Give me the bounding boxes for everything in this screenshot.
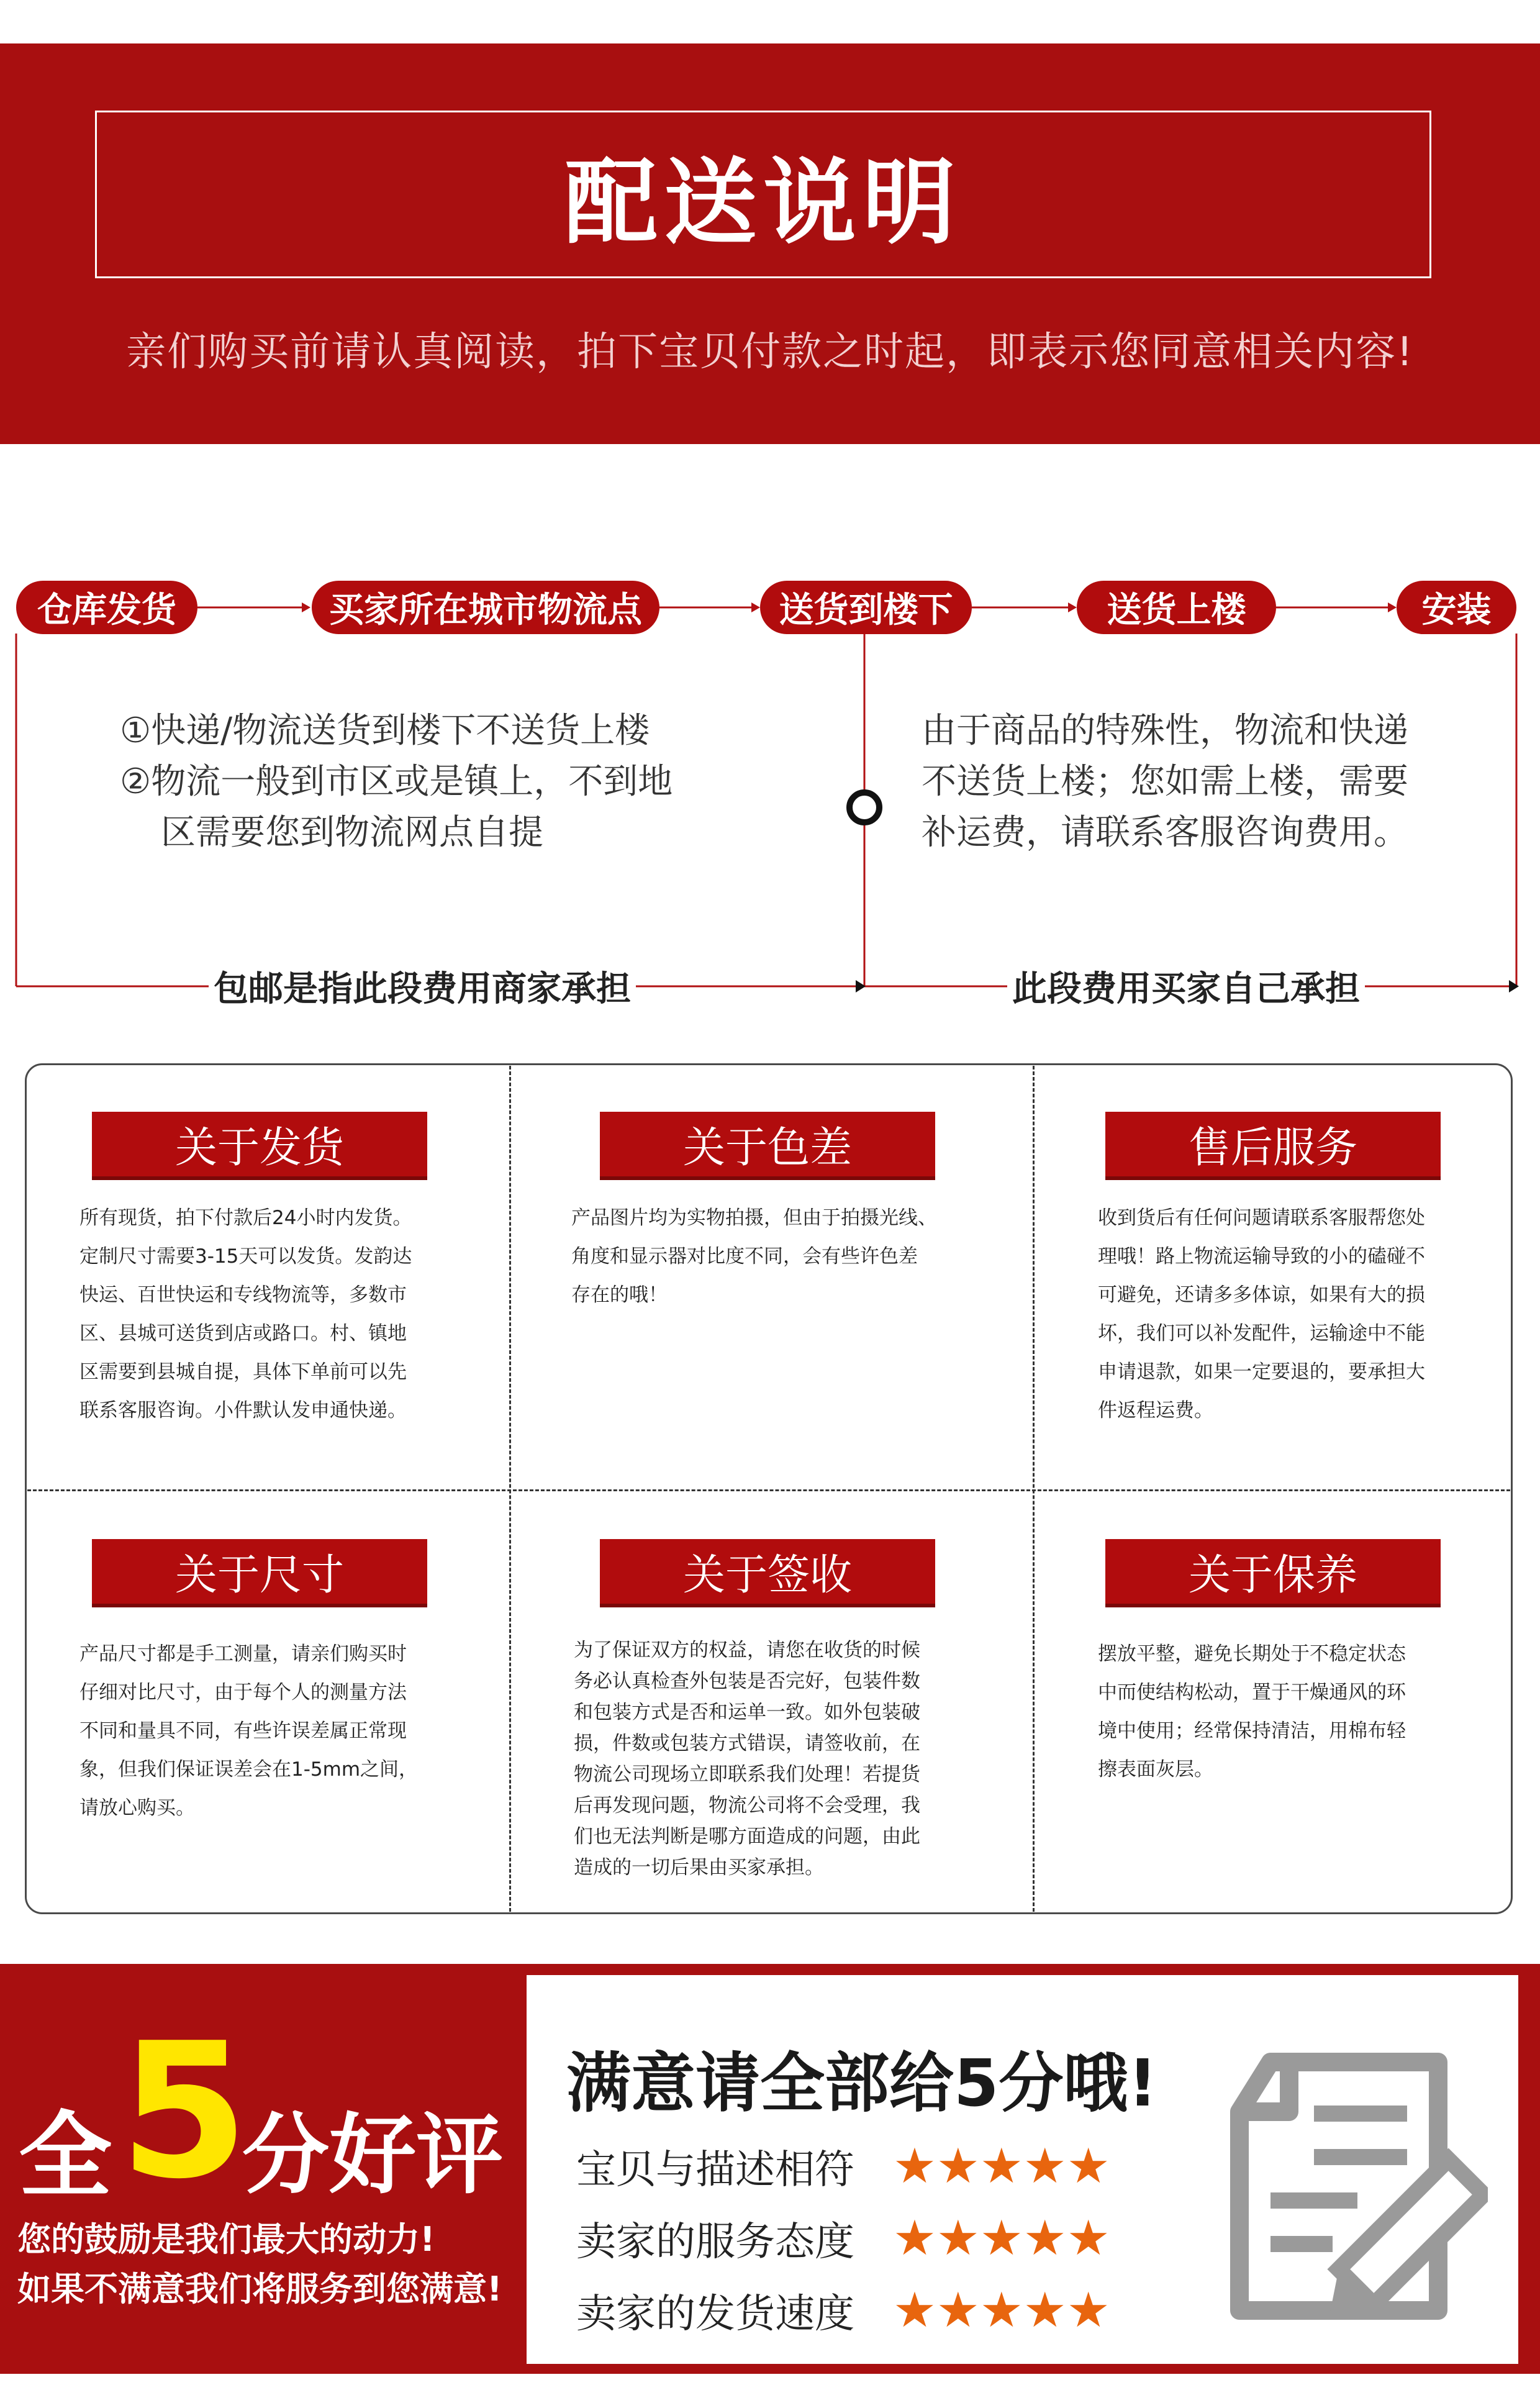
- slogan-number: 5: [119, 2003, 249, 2220]
- right-note-2: 不送货上楼；您如需上楼，需要: [922, 761, 1408, 802]
- info-line: 们也无法判断是哪方面造成的问题，由此: [574, 1825, 920, 1848]
- info-title-aftersales: 售后服务: [1105, 1112, 1441, 1176]
- five-star-slogan: [19, 2003, 515, 2220]
- left-note-3: 区需要您到物流网点自提: [161, 812, 543, 853]
- right-note-1: 由于商品的特殊性，物流和快递: [922, 711, 1408, 751]
- info-body-signing: [574, 1635, 1008, 1883]
- rating-card-title: 满意请全部给5分哦!: [566, 2045, 1157, 2121]
- info-line: 不同和量具不同，有些许误差属正常现: [79, 1720, 407, 1742]
- info-title-signing: 关于签收: [600, 1539, 935, 1604]
- flow-step-downstairs: 送货到楼下: [760, 581, 972, 634]
- arrow-head-3: [1068, 602, 1077, 612]
- info-line: 和包装方式是否和运单一致。如外包装破: [574, 1701, 920, 1724]
- info-title-size: 关于尺寸: [92, 1539, 427, 1604]
- info-line: 所有现货，拍下付款后24小时内发货。: [79, 1207, 412, 1229]
- grid-divider-v2: [1033, 1066, 1035, 1912]
- arrow-head-4: [1388, 602, 1397, 612]
- rating-row: [576, 2130, 1185, 2202]
- info-line: 区、县城可送货到店或路口。村、镇地: [79, 1322, 407, 1345]
- slogan-prefix: 全: [19, 2102, 112, 2210]
- left-note-1: ①快递/物流送货到楼下不送货上楼: [120, 711, 650, 751]
- info-line: 后再发现问题，物流公司将不会受理，我: [574, 1794, 920, 1817]
- encouragement-line-2: 如果不满意我们将服务到您满意!: [17, 2269, 502, 2309]
- grid-divider-v1: [509, 1066, 511, 1912]
- arrow-head-2: [751, 602, 760, 612]
- info-line: 区需要到县城自提，具体下单前可以先: [79, 1361, 407, 1383]
- buyer-cost-arrow: [1509, 980, 1519, 993]
- info-line: 收到货后有任何问题请联系客服帮您处: [1098, 1207, 1425, 1229]
- rating-row: [576, 2274, 1185, 2346]
- flow-step-warehouse: 仓库发货: [16, 581, 197, 634]
- info-body-aftersales: [1098, 1199, 1508, 1430]
- flow-step-upstairs: 送货上楼: [1077, 581, 1276, 634]
- arrow-head-1: [302, 602, 310, 612]
- rating-label-shipping: 卖家的发货速度: [576, 2291, 854, 2337]
- info-line: 产品图片均为实物拍摄，但由于拍摄光线、: [571, 1207, 937, 1229]
- info-body-maintenance: [1098, 1635, 1508, 1789]
- info-body-shipping: [79, 1199, 489, 1430]
- info-line: 为了保证双方的权益，请您在收货的时候: [574, 1639, 920, 1661]
- info-line: 损，件数或包装方式错误，请签收前，在: [574, 1732, 920, 1755]
- slogan-suffix: 分好评: [242, 2105, 504, 2206]
- info-line: 擦表面灰层。: [1098, 1758, 1213, 1781]
- info-line: 坏，我们可以补发配件，运输途中不能: [1098, 1322, 1425, 1345]
- info-line: 物流公司现场立即联系我们处理！若提货: [574, 1763, 920, 1786]
- document-edit-icon: [1227, 2025, 1488, 2335]
- rating-stars-shipping: ★★★★★: [893, 2283, 1110, 2338]
- rating-stars-description: ★★★★★: [893, 2138, 1110, 2194]
- flow-step-city-logistics: 买家所在城市物流点: [312, 581, 659, 634]
- rating-stars-service: ★★★★★: [893, 2210, 1110, 2266]
- info-line: 定制尺寸需要3-15天可以发货。发韵达: [79, 1245, 412, 1268]
- right-note-3: 补运费，请联系客服咨询费用。: [922, 812, 1408, 853]
- info-title-color: 关于色差: [600, 1112, 935, 1176]
- info-line: 象，但我们保证误差会在1-5mm之间，: [79, 1758, 419, 1781]
- flow-connectors: [0, 0, 1540, 1056]
- info-title-shipping: 关于发货: [92, 1112, 427, 1176]
- info-line: 务必认真检查外包装是否完好，包装件数: [574, 1670, 920, 1692]
- seller-cost-label: 包邮是指此段费用商家承担: [209, 961, 636, 1011]
- info-body-size: [79, 1635, 489, 1827]
- info-line: 角度和显示器对比度不同，会有些许色差: [571, 1245, 918, 1268]
- divider-circle-icon: [849, 793, 879, 822]
- info-line: 中而使结构松动，置于干燥通风的环: [1098, 1681, 1406, 1704]
- info-title-maintenance: 关于保养: [1105, 1539, 1441, 1604]
- left-note-2: ②物流一般到市区或是镇上，不到地: [120, 761, 673, 802]
- info-line: 申请退款，如果一定要退的，要承担大: [1098, 1361, 1425, 1383]
- grid-divider-h: [27, 1489, 1510, 1491]
- info-line: 理哦！路上物流运输导致的小的磕碰不: [1098, 1245, 1425, 1268]
- rating-row: [576, 2202, 1185, 2274]
- page-subtitle: 亲们购买前请认真阅读，拍下宝贝付款之时起，即表示您同意相关内容!: [126, 329, 1414, 375]
- info-line: 造成的一切后果由买家承担。: [574, 1856, 824, 1879]
- info-line: 产品尺寸都是手工测量，请亲们购买时: [79, 1643, 407, 1665]
- rating-label-service: 卖家的服务态度: [576, 2219, 854, 2265]
- buyer-cost-label: 此段费用买家自己承担: [1007, 961, 1365, 1011]
- info-line: 可避免，还请多多体谅，如果有大的损: [1098, 1284, 1425, 1306]
- info-line: 请放心购买。: [79, 1797, 195, 1819]
- left-notes: [120, 706, 834, 858]
- info-line: 摆放平整，避免长期处于不稳定状态: [1098, 1643, 1406, 1665]
- rating-list: [576, 2130, 1185, 2346]
- rating-label-description: 宝贝与描述相符: [576, 2147, 854, 2193]
- info-line: 快运、百世快运和专线物流等，多数市: [79, 1284, 407, 1306]
- info-line: 联系客服咨询。小件默认发申通快递。: [79, 1399, 407, 1422]
- encouragement-line-1: 您的鼓励是我们最大的动力!: [17, 2220, 435, 2259]
- page-title: 配送说明: [564, 149, 962, 257]
- right-notes: [922, 706, 1480, 858]
- info-line: 仔细对比尺寸，由于每个人的测量方法: [79, 1681, 407, 1704]
- info-body-color: [571, 1199, 1006, 1314]
- info-line: 存在的哦！: [571, 1284, 668, 1306]
- flow-step-install: 安装: [1397, 581, 1516, 634]
- info-line: 件返程运费。: [1098, 1399, 1213, 1422]
- info-line: 境中使用；经常保持清洁，用棉布轻: [1098, 1720, 1406, 1742]
